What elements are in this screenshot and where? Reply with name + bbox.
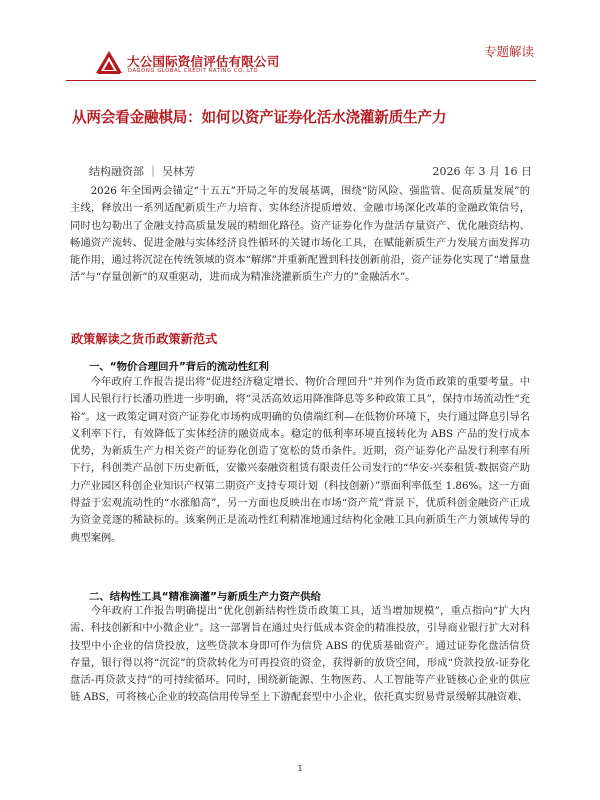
company-name-cn: 大公国际资信评估有限公司 [127, 54, 280, 69]
company-name-en: DAGONG GLOBAL CREDIT RATING CO.,LTD [128, 68, 259, 74]
body-paragraph-2: 今年政府工作报告明确提出“优化创新结构性货币政策工具，适当增加规模”，重点指向“扩大内需、科技创新和中小微企业”。这一部署旨在通过央行低成本资金的精准投放，引导商业银行扩大对科技型中小企业的信贷投放，这些贷款本身即可作为信贷 ABS 的优质基础资产。通过证券化盘活信贷存量，银行得以将“沉淀”的贷款转化为可再投资的资金，获得新的放贷空间，形成“贷款投放-证券化盘活-再贷款支持”的可持续循环。同时，围绕新能源、生物医药、人工智能等产业链核心企业的供应链 ABS，可将核心企业的较高信用传导至上下游配套型中小企业，依托真实贸易背景缓解其融资难、 [70, 605, 530, 704]
page-title: 从两会看金融棋局：如何以资产证券化活水浇灌新质生产力 [72, 109, 447, 126]
subsection-heading-2: 二、结构性工具“精准滴灌”与新质生产力资产供给 [89, 591, 321, 603]
publish-date: 2026 年 3 月 16 日 [432, 165, 532, 178]
author-byline: 结构融资部 ｜ 吴林芳 [89, 165, 195, 178]
page-number: 1 [297, 764, 303, 773]
report-type-tag: 专题解读 [483, 44, 534, 59]
subsection-heading-1: 一、“物价合理回升”背后的流动性红利 [89, 361, 269, 373]
intro-paragraph: 2026 年全国两会锚定“十五五”开局之年的发展基调，围绕“防风险、强监管、促高质量发展”的主线，释放出一系列适配新质生产力培育、实体经济提质增效、金融市场深化改革的金融政策信号，同时也勾勒出了金融支持高质量发展的精细化路径。资产证券化作为盘活存量资产、优化融资结构、畅通资产流转、促进金融与实体经济良性循环的关键市场化工具，在赋能新质生产力发展方面发挥功能作用，通过将沉淀在传统领域的资本“解绑”并重新配置到科技创新前沿，资产证券化实现了“增量盘活”与“存量创新”的双重驱动，进而成为精准浇灌新质生产力的“金融活水”。 [70, 185, 530, 284]
header-divider [66, 80, 536, 81]
section-heading: 政策解读之货币政策新范式 [71, 332, 218, 346]
company-logo-icon [95, 50, 123, 74]
body-paragraph-1: 今年政府工作报告提出将“促进经济稳定增长、物价合理回升”并列作为货币政策的重要考量。中国人民银行行长潘功胜进一步明确，将“灵活高效运用降准降息等多种政策工具”，保持市场流动性“充裕”。这一政策定调对资产证券化市场构成明确的负债端红利—在低物价环境下，央行通过降息引导名义利率下行，有效降低了实体经济的融资成本。稳定的低利率环境直接转化为 ABS 产品的发行成本优势，为新质生产力相关资产的证券化创造了宽松的货币条件。近期，资产证券化产品发行利率有所下行，科创类产品创下历史新低，安徽兴泰融资租赁有限责任公司发行的“华安-兴泰租赁-数据资产助力产业园区科创企业知识产权第二期资产支持专项计划（科技创新）”票面利率低至 1.86%。这一方面得益于宏观流动性的“水涨船高”，另一方面也反映出在市场“资产荒”背景下，优质科创金融资产正成为资金竞逐的稀缺标的。该案例正是流动性红利精准地通过结构化金融工具向新质生产力领域传导的典型案例。 [70, 376, 530, 544]
page-header [0, 0, 600, 82]
